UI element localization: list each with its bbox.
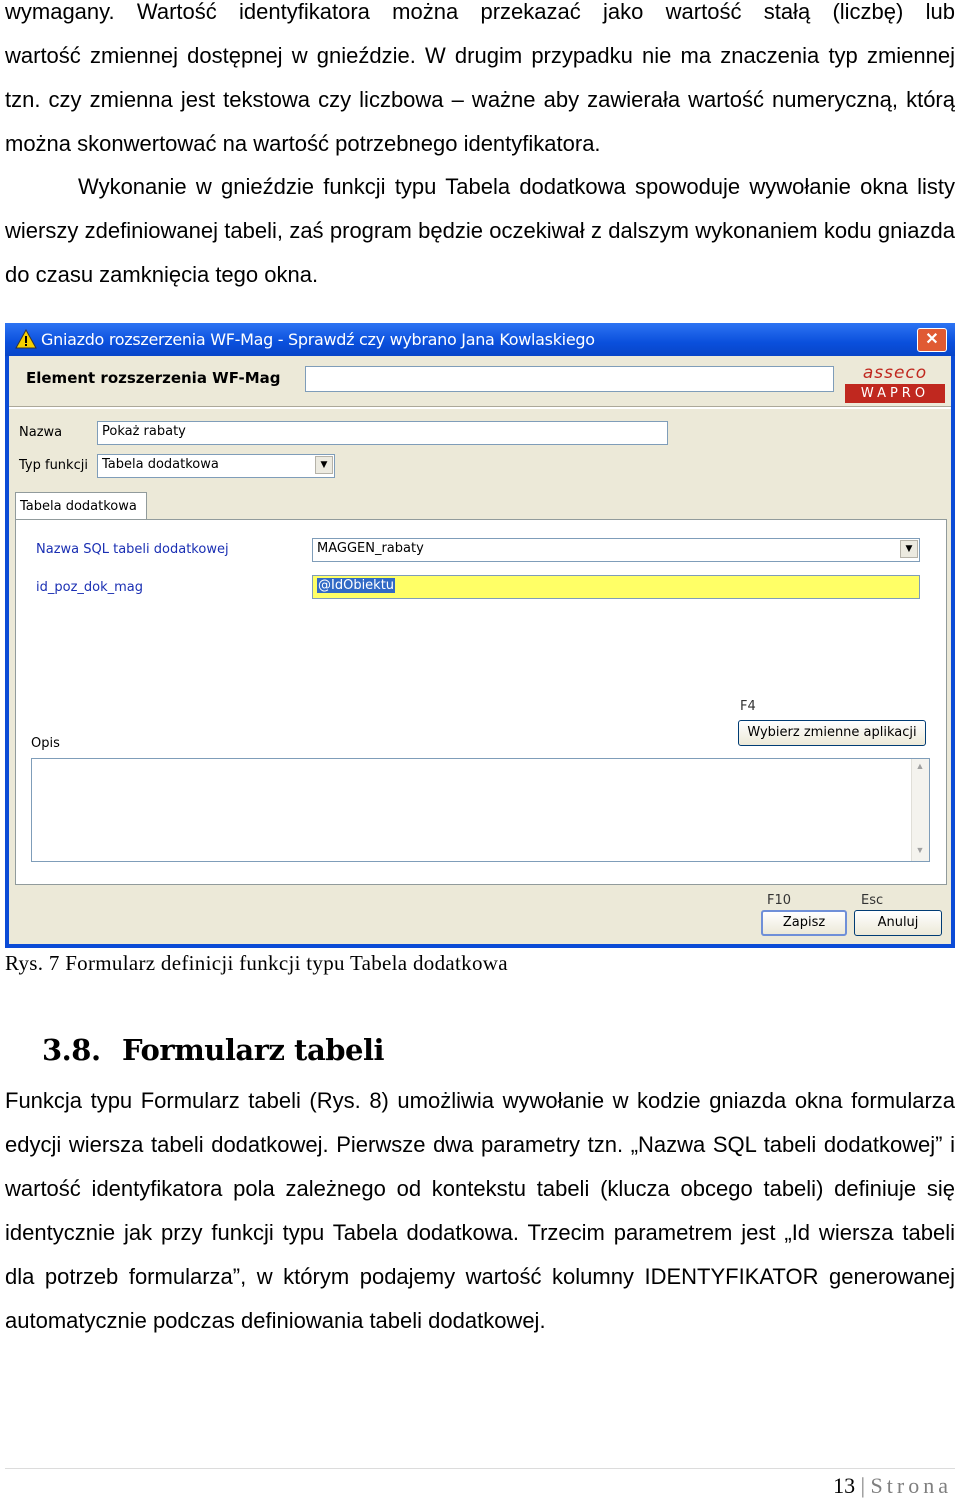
save-button[interactable]: Zapisz	[761, 910, 847, 936]
page-footer	[833, 1473, 952, 1499]
function-type-value: Tabela dodatkowa	[102, 457, 219, 472]
logo-wapro: WAPRO	[845, 384, 945, 403]
intro-paragraph	[5, 0, 955, 166]
tab-tabela-dodatkowa[interactable]	[15, 492, 147, 521]
description-label: Opis	[31, 736, 60, 751]
footer-separator: |	[860, 1473, 866, 1498]
section-title: Formularz tabeli	[122, 1033, 384, 1067]
tab-panel	[15, 519, 947, 885]
scroll-up-icon[interactable]: ▲	[915, 761, 925, 771]
chevron-down-icon[interactable]: ▼	[315, 456, 333, 474]
close-icon: ✕	[925, 331, 939, 348]
asseco-wapro-logo	[845, 363, 945, 403]
sql-table-select[interactable]	[312, 538, 920, 562]
dialog-client	[9, 356, 951, 944]
close-button[interactable]	[917, 328, 947, 352]
sql-table-label: Nazwa SQL tabeli dodatkowej	[36, 542, 229, 557]
warning-icon	[15, 329, 37, 349]
choose-variables-button[interactable]: Wybierz zmienne aplikacji	[738, 720, 926, 746]
function-type-label: Typ funkcji	[19, 458, 88, 473]
dialog-titlebar[interactable]	[5, 323, 955, 356]
f10-key-label: F10	[767, 893, 792, 908]
name-label: Nazwa	[19, 425, 63, 440]
element-field[interactable]	[305, 366, 834, 392]
description-scrollbar[interactable]	[911, 759, 929, 861]
name-field[interactable]: Pokaż rabaty	[97, 421, 668, 445]
scroll-down-icon[interactable]: ▼	[915, 845, 925, 855]
dialog-title: Gniazdo rozszerzenia WF-Mag - Sprawdź czy wybrano Jana Kowlaskiego	[41, 330, 595, 349]
figure-caption: Rys. 7 Formularz definicji funkcji typu Tabela dodatkowa	[5, 951, 508, 975]
description-textarea[interactable]	[31, 758, 930, 862]
function-type-select[interactable]	[97, 454, 335, 478]
dialog-window	[5, 323, 955, 948]
header-separator	[9, 406, 951, 409]
page-number: 13	[833, 1473, 856, 1498]
intro-rest: wartość zmiennej dostępnej w gnieździe. W drugim przypadku nie ma znaczenia typ zmiennej tzn. czy zmienna jest tekstowa czy liczbowa – ważne aby zawierała wartość numeryczną, którą można skonwertować na wartość potrzebnego identyfikatora.	[5, 43, 955, 156]
id-value: @IdObiektu	[318, 578, 395, 593]
footer-rule	[5, 1468, 955, 1469]
logo-asseco: asseco	[862, 363, 928, 383]
section-paragraph	[5, 1079, 955, 1343]
section-heading	[42, 1033, 384, 1067]
second-paragraph-text: Wykonanie w gnieździe funkcji typu Tabela dodatkowa spowoduje wywołanie okna listy wierszy zdefiniowanej tabeli, zaś program będzie oczekiwał z dalszym wykonaniem kodu gniazda do czasu zamknięcia tego okna.	[5, 174, 955, 287]
page-word: Strona	[870, 1473, 952, 1498]
second-paragraph	[5, 165, 955, 297]
sql-table-value: MAGGEN_rabaty	[317, 541, 424, 556]
section-paragraph-text: Funkcja typu Formularz tabeli (Rys. 8) umożliwia wywołanie w kodzie gniazda okna formularza edycji wiersza tabeli dodatkowej. Pierwsze dwa parametry tzn. „Nazwa SQL tabeli dodatkowej” i wartość identyfikatora pola zależnego od kontekstu tabeli (klucza obcego tabeli) definiuje się identycznie jak przy funkcji typu Tabela dodatkowa. Trzecim parametrem jest „Id wiersza tabeli dla potrzeb formularza”, w którym podajemy wartość kolumny IDENTYFIKATOR generowanej automatycznie podczas definiowania tabeli dodatkowej.	[5, 1088, 955, 1333]
element-label: Element rozszerzenia WF-Mag	[26, 369, 281, 387]
esc-key-label: Esc	[861, 893, 884, 908]
section-number: 3.8.	[42, 1033, 101, 1067]
chevron-down-icon[interactable]: ▼	[900, 540, 918, 558]
f4-key-label: F4	[740, 699, 756, 714]
tab-label: Tabela dodatkowa	[20, 499, 137, 514]
cancel-button[interactable]: Anuluj	[854, 910, 942, 936]
id-field[interactable]	[312, 575, 920, 599]
intro-line-1: wymagany. Wartość identyfikatora można przekazać jako wartość stałą (liczbę) lub	[5, 0, 955, 24]
id-label: id_poz_dok_mag	[36, 580, 144, 595]
